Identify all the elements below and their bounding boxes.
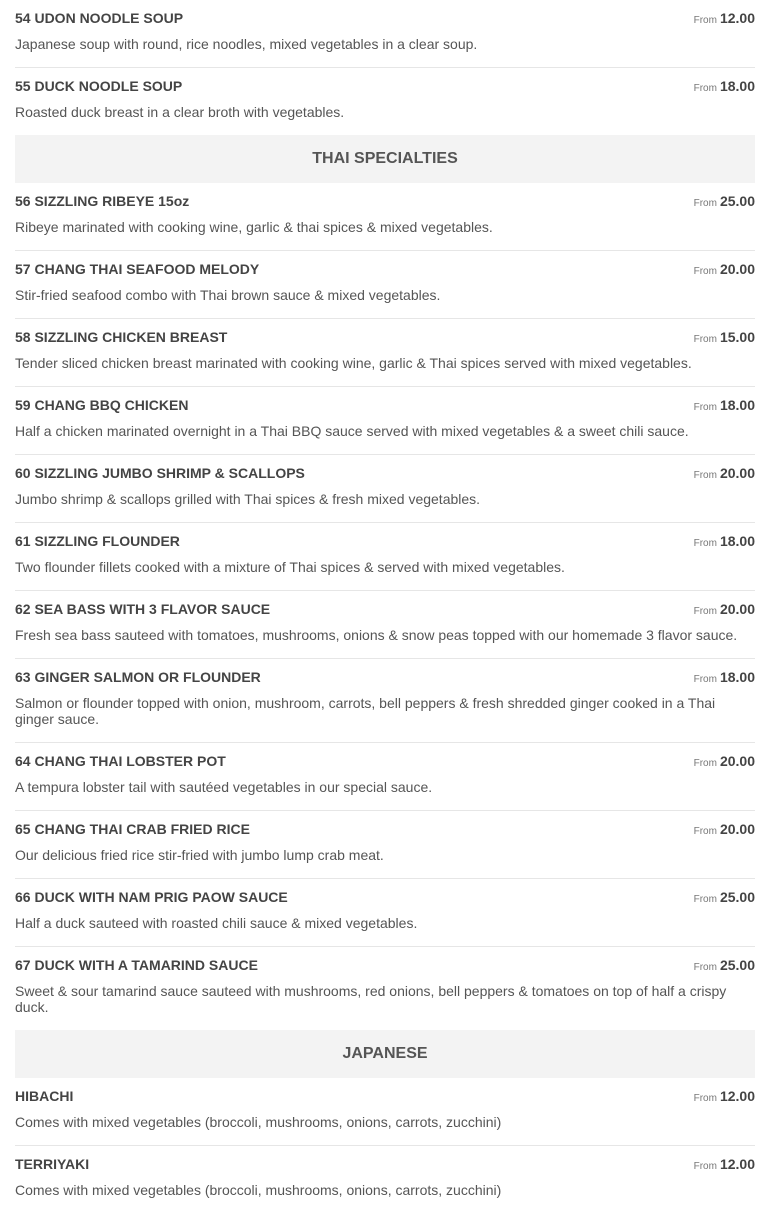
item-price bbox=[694, 1156, 755, 1175]
item-price bbox=[694, 465, 755, 484]
item-price bbox=[694, 533, 755, 552]
menu-group-japanese bbox=[15, 1078, 755, 1213]
item-name: 55 DUCK NOODLE SOUP bbox=[15, 78, 183, 94]
item-description: Comes with mixed vegetables (broccoli, mushrooms, onions, carrots, zucchini) bbox=[15, 1182, 502, 1198]
item-name: 57 CHANG THAI SEAFOOD MELODY bbox=[15, 261, 260, 277]
menu-item[interactable] bbox=[15, 659, 755, 743]
menu-item[interactable] bbox=[15, 183, 755, 251]
item-price bbox=[694, 193, 755, 212]
price-prefix: From bbox=[693, 198, 717, 209]
item-name: 59 CHANG BBQ CHICKEN bbox=[15, 397, 189, 413]
item-price bbox=[694, 889, 755, 908]
item-description: Jumbo shrimp & scallops grilled with Thai spices & fresh mixed vegetables. bbox=[15, 491, 481, 507]
price-value: 12.00 bbox=[719, 1088, 755, 1104]
item-description: Two flounder fillets cooked with a mixture of Thai spices & served with mixed vegetables. bbox=[15, 559, 565, 575]
item-price bbox=[694, 753, 755, 772]
price-prefix: From bbox=[693, 962, 717, 973]
item-name: 56 SIZZLING RIBEYE 15oz bbox=[15, 193, 190, 209]
item-name: 65 CHANG THAI CRAB FRIED RICE bbox=[15, 821, 250, 837]
menu-item[interactable] bbox=[15, 251, 755, 319]
item-description: Japanese soup with round, rice noodles, mixed vegetables in a clear soup. bbox=[15, 36, 478, 52]
section-title: JAPANESE bbox=[342, 1045, 428, 1062]
price-value: 20.00 bbox=[719, 753, 755, 769]
item-name: 66 DUCK WITH NAM PRIG PAOW SAUCE bbox=[15, 889, 288, 905]
item-description: Salmon or flounder topped with onion, mushroom, carrots, bell peppers & fresh shredded ginger cooked in a Thai ginger sauce. bbox=[15, 695, 716, 727]
menu-item[interactable] bbox=[15, 1078, 755, 1146]
item-name: 64 CHANG THAI LOBSTER POT bbox=[15, 753, 226, 769]
price-prefix: From bbox=[693, 758, 717, 769]
item-description: Comes with mixed vegetables (broccoli, mushrooms, onions, carrots, zucchini) bbox=[15, 1114, 502, 1130]
menu-group-thai-specialties bbox=[15, 183, 755, 1030]
menu-item[interactable] bbox=[15, 811, 755, 879]
item-name: 60 SIZZLING JUMBO SHRIMP & SCALLOPS bbox=[15, 465, 305, 481]
item-name: TERRIYAKI bbox=[15, 1156, 90, 1172]
item-name: 62 SEA BASS WITH 3 FLAVOR SAUCE bbox=[15, 601, 271, 617]
price-value: 20.00 bbox=[719, 465, 755, 481]
item-name: 67 DUCK WITH A TAMARIND SAUCE bbox=[15, 957, 258, 973]
item-name: 54 UDON NOODLE SOUP bbox=[15, 10, 184, 26]
item-price bbox=[694, 821, 755, 840]
item-price bbox=[694, 601, 755, 620]
price-prefix: From bbox=[693, 15, 717, 26]
item-price bbox=[694, 957, 755, 976]
item-description: A tempura lobster tail with sautéed vegetables in our special sauce. bbox=[15, 779, 433, 795]
price-value: 25.00 bbox=[719, 957, 755, 973]
price-prefix: From bbox=[693, 674, 717, 685]
item-price bbox=[694, 261, 755, 280]
item-name: 58 SIZZLING CHICKEN BREAST bbox=[15, 329, 228, 345]
menu-item[interactable] bbox=[15, 879, 755, 947]
price-prefix: From bbox=[693, 334, 717, 345]
item-description: Stir-fried seafood combo with Thai brown sauce & mixed vegetables. bbox=[15, 287, 441, 303]
menu-item[interactable] bbox=[15, 1146, 755, 1213]
item-description: Sweet & sour tamarind sauce sauteed with mushrooms, red onions, bell peppers & tomatoes on top of half a crispy duck. bbox=[15, 983, 727, 1015]
price-value: 25.00 bbox=[719, 193, 755, 209]
menu-item[interactable] bbox=[15, 319, 755, 387]
item-description: Half a duck sauteed with roasted chili sauce & mixed vegetables. bbox=[15, 915, 418, 931]
price-value: 18.00 bbox=[719, 533, 755, 549]
section-title: THAI SPECIALTIES bbox=[312, 150, 458, 167]
price-prefix: From bbox=[693, 1093, 717, 1104]
price-value: 12.00 bbox=[719, 1156, 755, 1172]
price-prefix: From bbox=[693, 402, 717, 413]
item-description: Fresh sea bass sauteed with tomatoes, mushrooms, onions & snow peas topped with our homemade 3 flavor sauce. bbox=[15, 627, 738, 643]
price-prefix: From bbox=[693, 470, 717, 481]
section-header-japanese bbox=[15, 1030, 755, 1078]
price-prefix: From bbox=[693, 894, 717, 905]
item-price bbox=[694, 397, 755, 416]
menu-item[interactable] bbox=[15, 743, 755, 811]
price-prefix: From bbox=[693, 826, 717, 837]
menu-item[interactable] bbox=[15, 591, 755, 659]
item-name: 61 SIZZLING FLOUNDER bbox=[15, 533, 180, 549]
price-value: 18.00 bbox=[719, 78, 755, 94]
item-description: Our delicious fried rice stir-fried with jumbo lump crab meat. bbox=[15, 847, 384, 863]
item-price bbox=[694, 1088, 755, 1107]
price-prefix: From bbox=[693, 538, 717, 549]
menu-item[interactable] bbox=[15, 387, 755, 455]
item-description: Roasted duck breast in a clear broth with vegetables. bbox=[15, 104, 345, 120]
menu-group-soups bbox=[15, 0, 755, 135]
item-price bbox=[694, 78, 755, 97]
menu-item[interactable] bbox=[15, 523, 755, 591]
price-value: 20.00 bbox=[719, 821, 755, 837]
price-prefix: From bbox=[693, 606, 717, 617]
menu-item[interactable] bbox=[15, 947, 755, 1030]
item-price bbox=[694, 329, 755, 348]
price-value: 20.00 bbox=[719, 261, 755, 277]
item-price bbox=[694, 669, 755, 688]
item-description: Ribeye marinated with cooking wine, garlic & thai spices & mixed vegetables. bbox=[15, 219, 493, 235]
menu-item[interactable] bbox=[15, 68, 755, 135]
price-value: 25.00 bbox=[719, 889, 755, 905]
item-name: 63 GINGER SALMON OR FLOUNDER bbox=[15, 669, 261, 685]
price-value: 18.00 bbox=[719, 669, 755, 685]
item-price bbox=[694, 10, 755, 29]
price-prefix: From bbox=[693, 266, 717, 277]
price-prefix: From bbox=[693, 83, 717, 94]
item-description: Half a chicken marinated overnight in a Thai BBQ sauce served with mixed vegetables & a sweet chili sauce. bbox=[15, 423, 689, 439]
price-prefix: From bbox=[693, 1161, 717, 1172]
price-value: 15.00 bbox=[719, 329, 755, 345]
section-header-thai-specialties bbox=[15, 135, 755, 183]
item-name: HIBACHI bbox=[15, 1088, 74, 1104]
item-description: Tender sliced chicken breast marinated with cooking wine, garlic & Thai spices served with mixed vegetables. bbox=[15, 355, 692, 371]
price-value: 18.00 bbox=[719, 397, 755, 413]
menu-item[interactable] bbox=[15, 0, 755, 68]
menu-item[interactable] bbox=[15, 455, 755, 523]
price-value: 20.00 bbox=[719, 601, 755, 617]
price-value: 12.00 bbox=[719, 10, 755, 26]
